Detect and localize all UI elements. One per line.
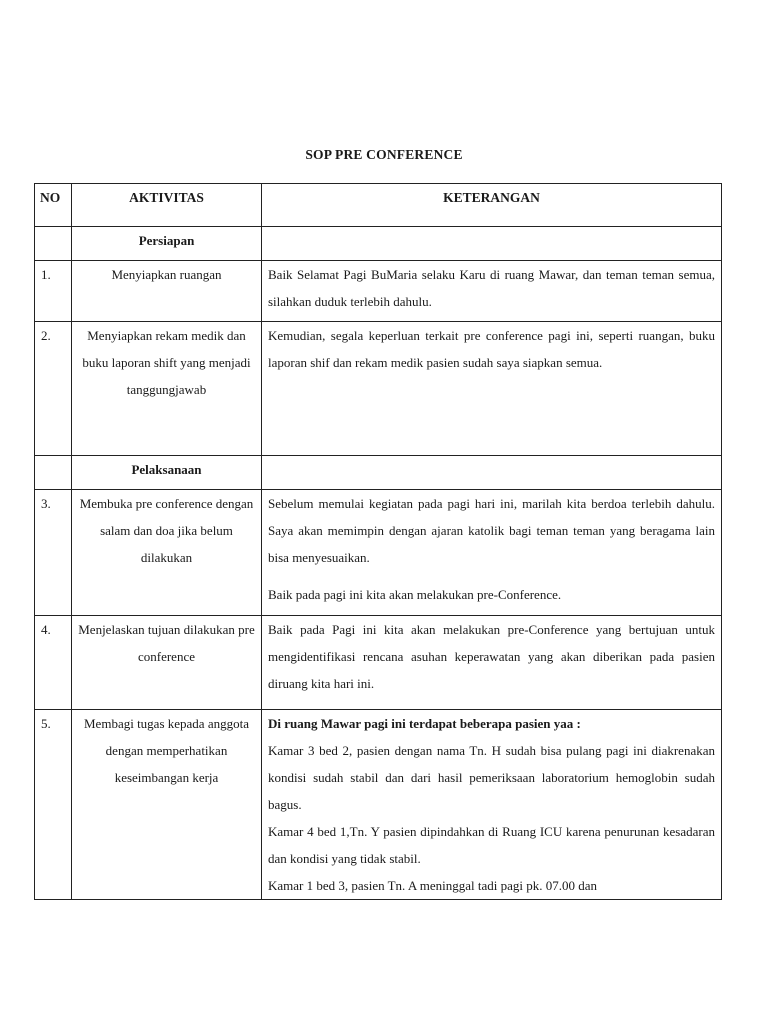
row-keterangan — [262, 710, 722, 900]
table-row — [35, 261, 722, 322]
row-no: 4. — [35, 616, 72, 710]
row-aktivitas: Menjelaskan tujuan dilakukan pre conference — [72, 616, 262, 710]
table-header-row — [35, 184, 722, 227]
table-row — [35, 322, 722, 456]
row-keterangan — [262, 322, 722, 456]
keterangan-paragraph: Baik Selamat Pagi BuMaria selaku Karu di ruang Mawar, dan teman teman semua, silahkan duduk terlebih dahulu. — [268, 267, 715, 309]
keterangan-paragraph: Kamar 1 bed 3, pasien Tn. A meninggal tadi pagi pk. 07.00 dan — [268, 878, 598, 893]
keterangan-paragraph: Baik pada Pagi ini kita akan melakukan pre-Conference yang bertujuan untuk mengidentifikasi rencana asuhan keperawatan yang akan diberikan pada pasien diruang kita hari ini. — [268, 622, 715, 691]
row-aktivitas: Menyiapkan rekam medik dan buku laporan shift yang menjadi tanggungjawab — [72, 322, 262, 456]
section-no-empty — [35, 227, 72, 261]
row-keterangan — [262, 261, 722, 322]
table-row — [35, 616, 722, 710]
header-keterangan: KETERANGAN — [262, 184, 722, 227]
section-ket-empty — [262, 227, 722, 261]
row-no: 3. — [35, 490, 72, 616]
keterangan-paragraph: Sebelum memulai kegiatan pada pagi hari ini, marilah kita berdoa terlebih dahulu. Saya akan memimpin dengan ajaran katolik bagi teman teman yang beragama lain bisa menyesuaikan. — [268, 496, 715, 565]
header-no: NO — [35, 184, 72, 227]
row-aktivitas: Menyiapkan ruangan — [72, 261, 262, 322]
section-label-persiapan: Persiapan — [72, 227, 262, 261]
section-no-empty — [35, 456, 72, 490]
table-row — [35, 490, 722, 616]
row-no: 5. — [35, 710, 72, 900]
row-keterangan — [262, 490, 722, 616]
keterangan-paragraph: Kamar 3 bed 2, pasien dengan nama Tn. H sudah bisa pulang pagi ini diakrenakan kondisi sudah stabil dan dari hasil pemeriksaan laboratorium hemoglobin sudah bagus. — [268, 743, 715, 812]
section-row-pelaksanaan — [35, 456, 722, 490]
section-row-persiapan — [35, 227, 722, 261]
row-keterangan — [262, 616, 722, 710]
keterangan-heading: Di ruang Mawar pagi ini terdapat beberapa pasien yaa : — [268, 716, 581, 731]
keterangan-paragraph: Kemudian, segala keperluan terkait pre conference pagi ini, seperti ruangan, buku laporan shif dan rekam medik pasien sudah saya siapkan semua. — [268, 328, 715, 370]
row-aktivitas: Membuka pre conference dengan salam dan doa jika belum dilakukan — [72, 490, 262, 616]
table-row — [35, 710, 722, 900]
keterangan-paragraph: Baik pada pagi ini kita akan melakukan pre-Conference. — [268, 587, 562, 602]
section-label-pelaksanaan: Pelaksanaan — [72, 456, 262, 490]
section-ket-empty — [262, 456, 722, 490]
row-no: 2. — [35, 322, 72, 456]
keterangan-paragraph: Kamar 4 bed 1,Tn. Y pasien dipindahkan di Ruang ICU karena penurunan kesadaran dan kondisi yang tidak stabil. — [268, 824, 715, 866]
header-aktivitas: AKTIVITAS — [72, 184, 262, 227]
sop-table — [34, 183, 722, 900]
document-title: SOP PRE CONFERENCE — [305, 147, 463, 162]
row-aktivitas: Membagi tugas kepada anggota dengan memperhatikan keseimbangan kerja — [72, 710, 262, 900]
row-no: 1. — [35, 261, 72, 322]
